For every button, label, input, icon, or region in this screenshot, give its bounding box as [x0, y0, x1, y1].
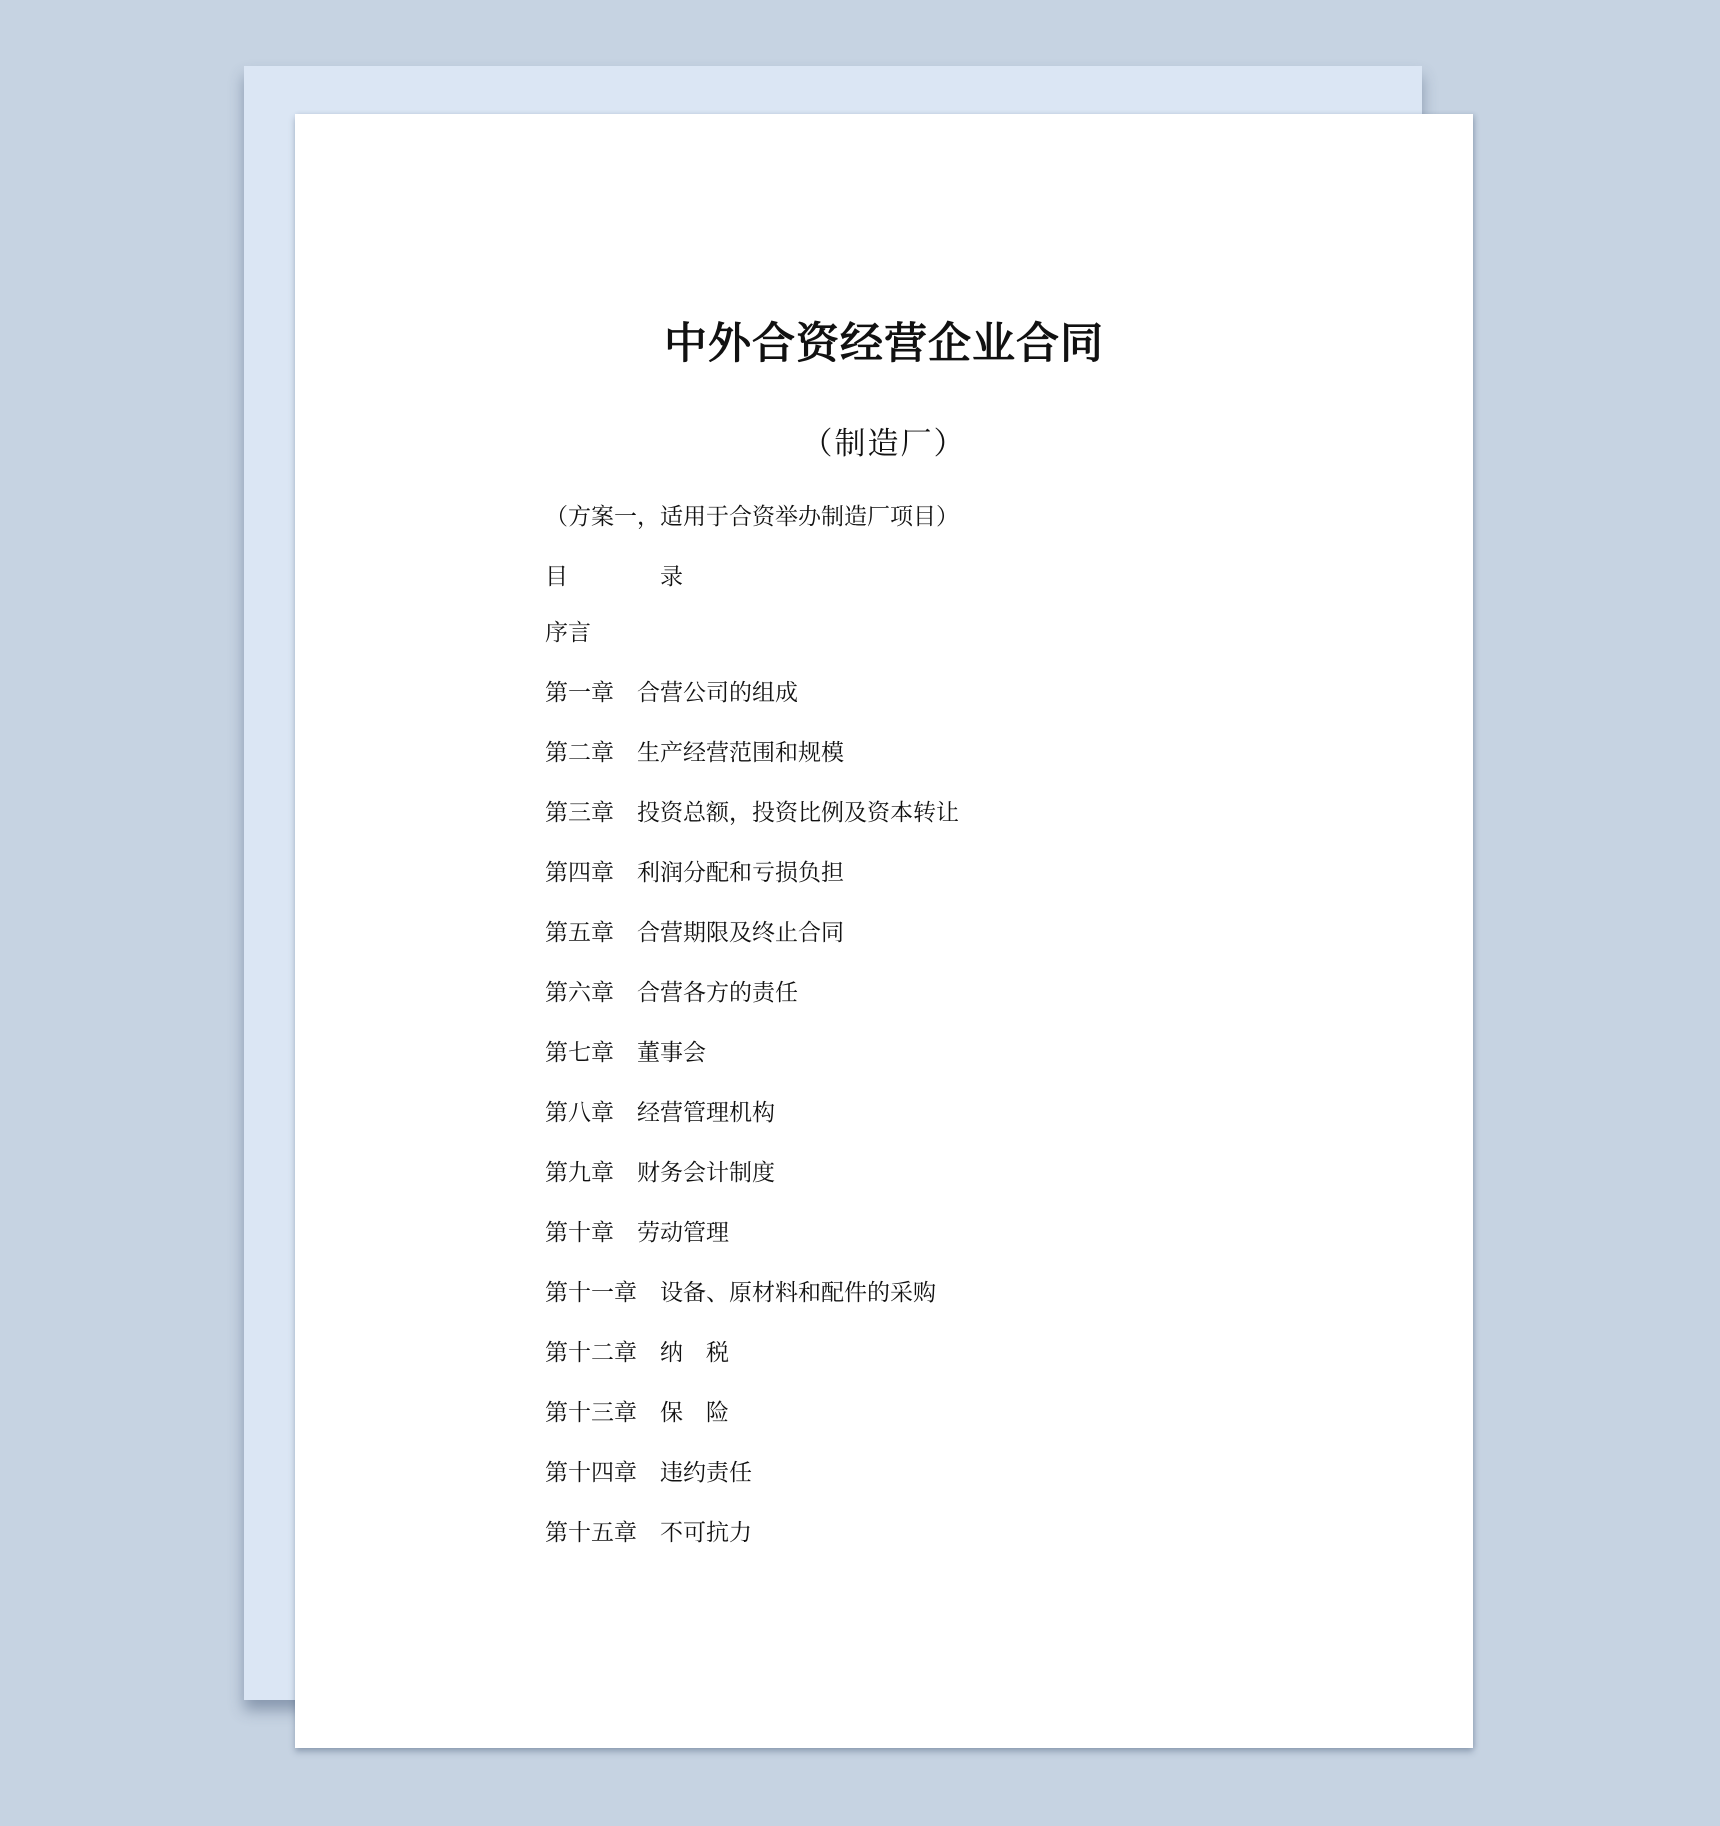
scheme-note: （方案一，适用于合资举办制造厂项目） — [545, 504, 959, 530]
toc-item-chapter-4: 第四章 利润分配和亏损负担 — [545, 860, 844, 886]
document-subtitle: （制造厂） — [801, 426, 967, 462]
toc-item-chapter-3: 第三章 投资总额，投资比例及资本转让 — [545, 800, 959, 826]
toc-item-chapter-6: 第六章 合营各方的责任 — [545, 980, 798, 1006]
toc-heading: 目 录 — [545, 564, 683, 590]
toc-item-chapter-10: 第十章 劳动管理 — [545, 1220, 729, 1246]
toc-item-chapter-11: 第十一章 设备、原材料和配件的采购 — [545, 1280, 936, 1306]
toc-item-chapter-5: 第五章 合营期限及终止合同 — [545, 920, 844, 946]
toc-item-chapter-15: 第十五章 不可抗力 — [545, 1520, 752, 1546]
toc-item-chapter-9: 第九章 财务会计制度 — [545, 1160, 775, 1186]
toc-item-chapter-13: 第十三章 保 险 — [545, 1400, 729, 1426]
toc-item-preface: 序言 — [545, 620, 591, 646]
toc-item-chapter-7: 第七章 董事会 — [545, 1040, 706, 1066]
toc-item-chapter-2: 第二章 生产经营范围和规模 — [545, 740, 844, 766]
toc-item-chapter-1: 第一章 合营公司的组成 — [545, 680, 798, 706]
table-of-contents — [545, 618, 959, 1578]
toc-item-chapter-12: 第十二章 纳 税 — [545, 1340, 729, 1366]
document-page — [295, 114, 1473, 1748]
document-title: 中外合资经营企业合同 — [664, 319, 1104, 369]
toc-item-chapter-8: 第八章 经营管理机构 — [545, 1100, 775, 1126]
toc-item-chapter-14: 第十四章 违约责任 — [545, 1460, 752, 1486]
